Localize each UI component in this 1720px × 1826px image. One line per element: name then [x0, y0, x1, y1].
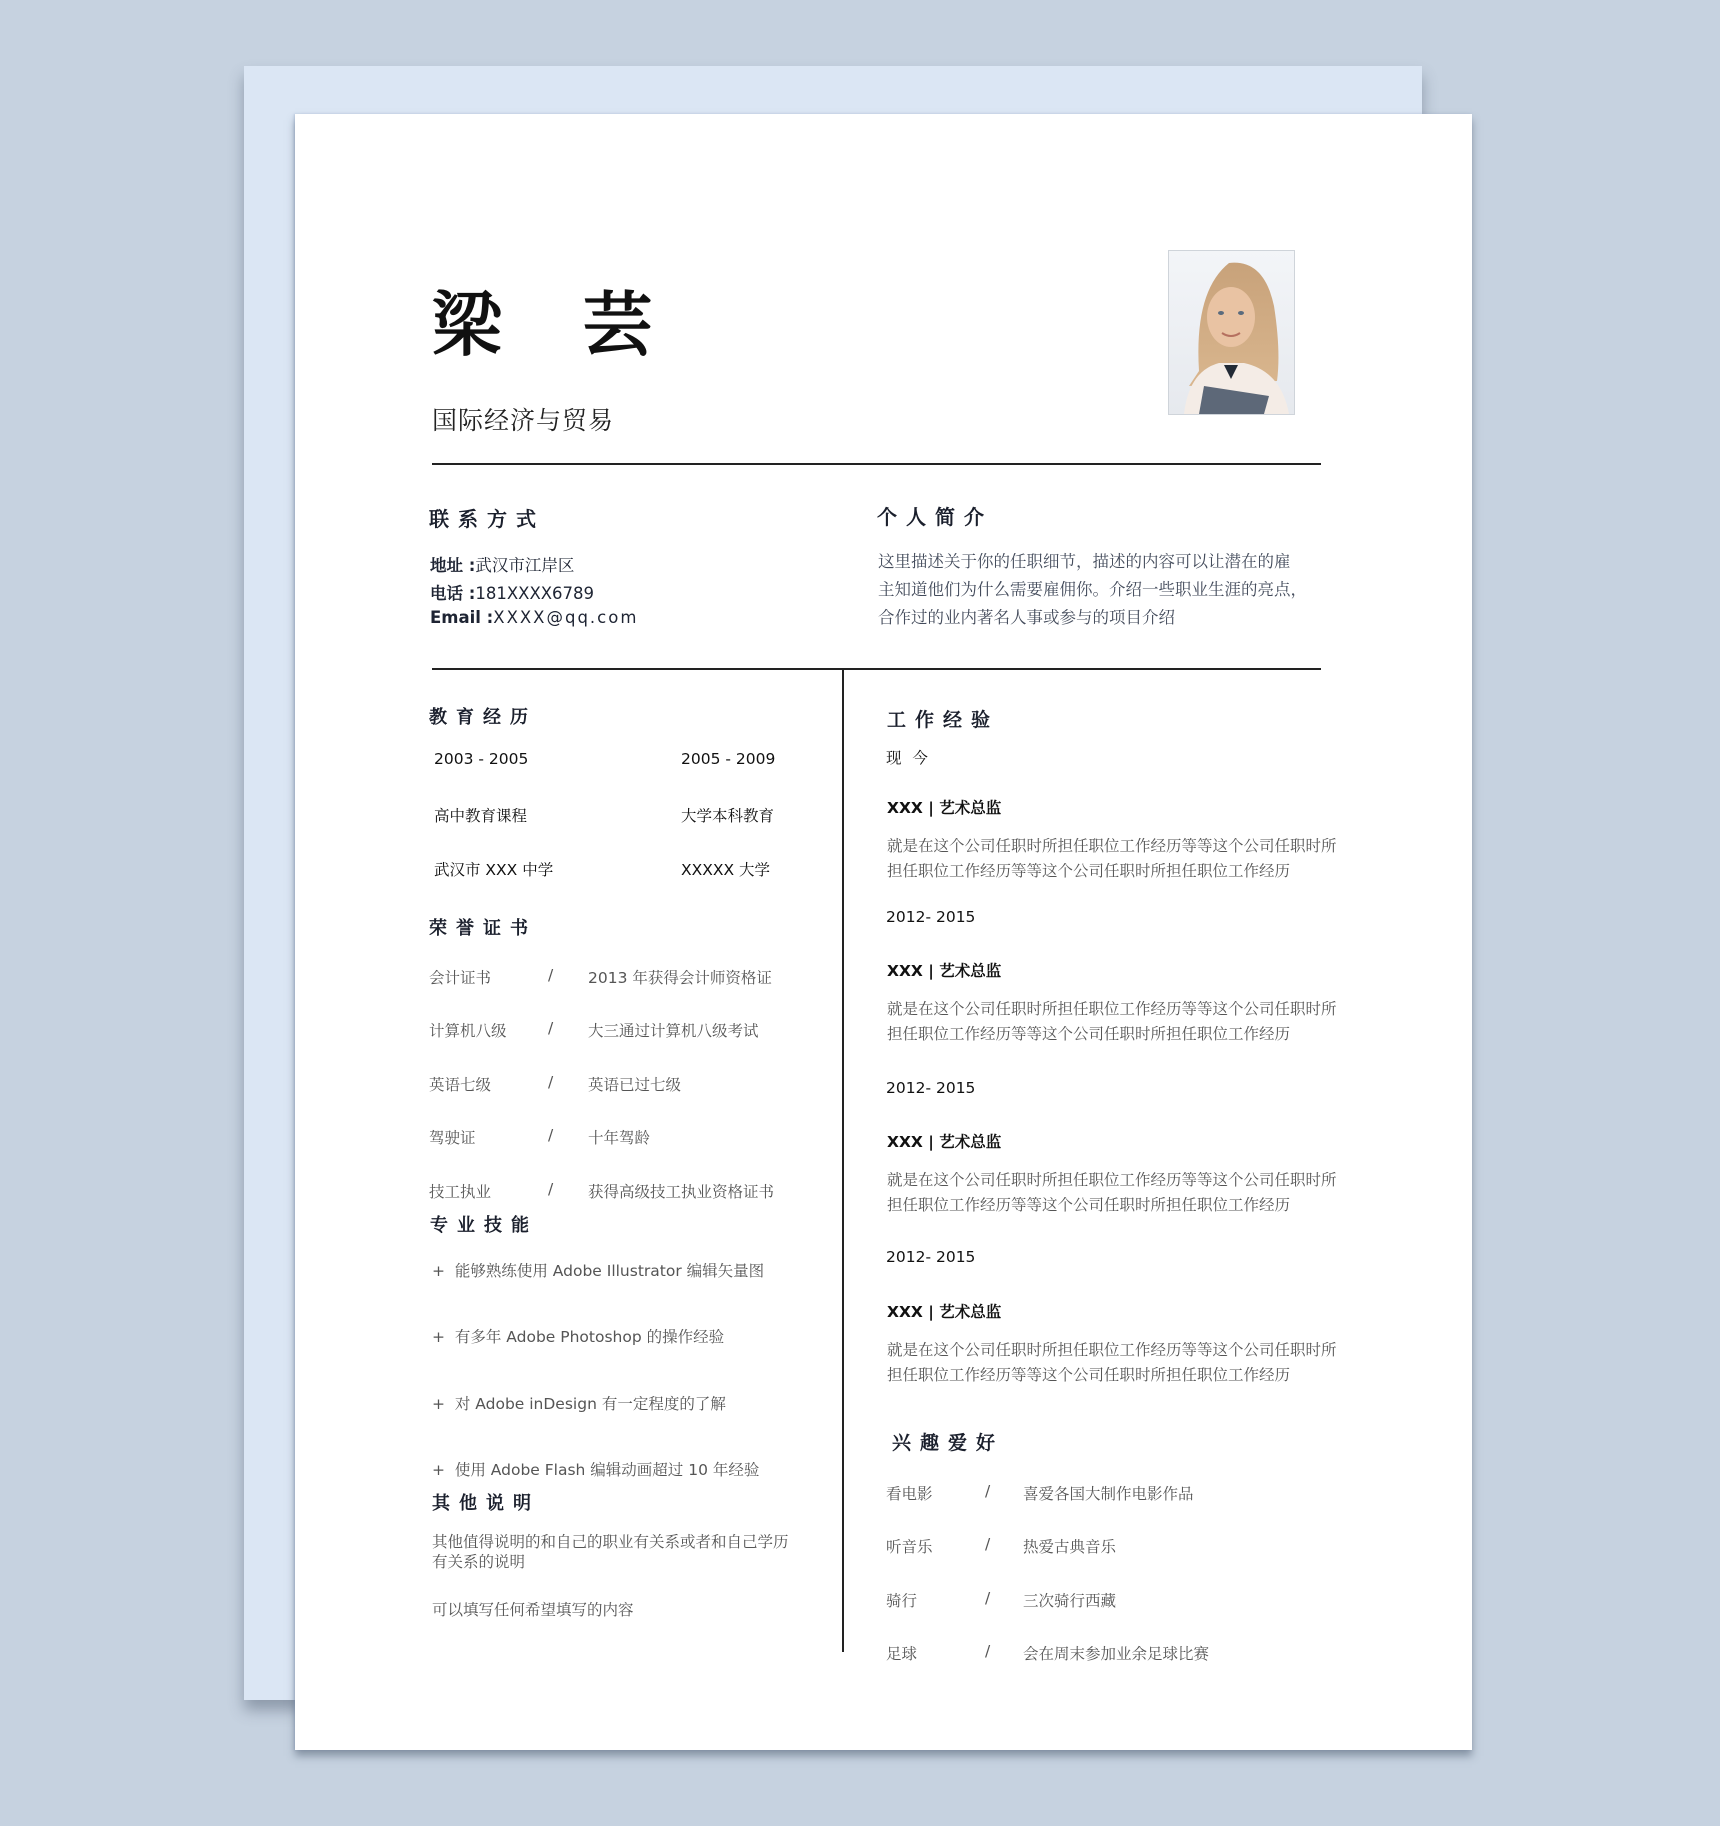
work-desc-line: 就是在这个公司任职时所担任职位工作经历等等这个公司任职时所: [887, 1341, 1337, 1359]
contact-address: [430, 552, 574, 576]
work-desc: [887, 997, 1347, 1047]
phone-value: 181XXXX6789: [475, 584, 595, 603]
hobbies-title: 兴趣爱好: [892, 1432, 1005, 1454]
honor-desc: 英语已过七级: [588, 1076, 682, 1094]
hobby-name: 骑行: [886, 1592, 918, 1610]
hobby-desc: 会在周末参加业余足球比赛: [1023, 1645, 1210, 1663]
skills-title: 专业技能: [430, 1215, 538, 1236]
other-title: 其他说明: [432, 1493, 540, 1514]
phone-label: 电话: [430, 584, 463, 603]
honor-name: 会计证书: [429, 969, 492, 987]
work-desc-line: 就是在这个公司任职时所担任职位工作经历等等这个公司任职时所: [887, 1171, 1337, 1189]
edu-program-2: 大学本科教育: [681, 807, 775, 825]
plus-icon: +: [432, 1328, 445, 1346]
skill-text: 使用 Adobe Flash 编辑动画超过 10 年经验: [454, 1461, 760, 1479]
address-label: 地址: [430, 556, 463, 575]
honor-desc: 获得高级技工执业资格证书: [588, 1183, 775, 1201]
honor-name: 技工执业: [429, 1183, 492, 1201]
hobby-name: 看电影: [886, 1485, 933, 1503]
hobby-desc: 热爱古典音乐: [1023, 1538, 1117, 1556]
work-period: 2012- 2015: [886, 908, 976, 926]
edu-program-1: 高中教育课程: [434, 807, 528, 825]
email-value: XXXX@qq.com: [493, 608, 639, 627]
hobby-desc: 喜爱各国大制作电影作品: [1023, 1485, 1194, 1503]
plus-icon: +: [432, 1461, 445, 1479]
plus-icon: +: [432, 1395, 445, 1413]
skill-item: [432, 1325, 724, 1347]
honors-title: 荣誉证书: [429, 918, 537, 939]
skill-item: [432, 1458, 759, 1480]
honor-separator: /: [548, 1180, 554, 1198]
plus-icon: +: [432, 1262, 445, 1280]
edu-school-2: XXXXX 大学: [681, 861, 771, 879]
hobby-separator: /: [985, 1589, 991, 1607]
work-period: 2012- 2015: [886, 1079, 976, 1097]
work-period: 2012- 2015: [886, 1248, 976, 1266]
work-role: XXX | 艺术总监: [887, 799, 1002, 817]
work-role: XXX | 艺术总监: [887, 962, 1002, 980]
hobby-separator: /: [985, 1482, 991, 1500]
work-period: 现 今: [886, 749, 931, 767]
profile-line: 这里描述关于你的任职细节，描述的内容可以让潜在的雇: [878, 552, 1291, 571]
hobby-separator: /: [985, 1535, 991, 1553]
honor-separator: /: [548, 966, 554, 984]
hobby-name: 听音乐: [886, 1538, 933, 1556]
profile-line: 主知道他们为什么需要雇佣你。介绍一些职业生涯的亮点，: [878, 580, 1307, 599]
work-title: 工作经验: [887, 709, 1000, 731]
honor-name: 英语七级: [429, 1076, 492, 1094]
candidate-major: 国际经济与贸易: [432, 406, 615, 435]
work-desc-line: 担任职位工作经历等等这个公司任职时所担任职位工作经历: [887, 1196, 1291, 1214]
honor-desc: 2013 年获得会计师资格证: [588, 969, 772, 987]
skill-text: 能够熟练使用 Adobe Illustrator 编辑矢量图: [454, 1262, 765, 1280]
work-role: XXX | 艺术总监: [887, 1133, 1002, 1151]
edu-period-2: 2005 - 2009: [681, 750, 776, 768]
profile-photo: [1168, 250, 1295, 415]
other-line: 其他值得说明的和自己的职业有关系或者和自己学历: [432, 1533, 789, 1551]
contact-email: [430, 608, 638, 627]
person-photo-icon: [1169, 251, 1294, 414]
work-role: XXX | 艺术总监: [887, 1303, 1002, 1321]
work-desc-line: 就是在这个公司任职时所担任职位工作经历等等这个公司任职时所: [887, 1000, 1337, 1018]
email-label: Email: [430, 608, 481, 627]
work-desc-line: 担任职位工作经历等等这个公司任职时所担任职位工作经历: [887, 862, 1291, 880]
skill-text: 对 Adobe inDesign 有一定程度的了解: [454, 1395, 726, 1413]
profile-title: 个人简介: [877, 505, 993, 529]
contact-title: 联系方式: [429, 507, 545, 531]
other-line: 有关系的说明: [432, 1553, 526, 1571]
honor-name: 计算机八级: [429, 1022, 507, 1040]
phone-sep: :: [463, 584, 476, 603]
edu-school-1: 武汉市 XXX 中学: [434, 861, 554, 879]
honor-name: 驾驶证: [429, 1129, 476, 1147]
hobby-desc: 三次骑行西藏: [1023, 1592, 1117, 1610]
edu-period-1: 2003 - 2005: [434, 750, 529, 768]
work-desc: [887, 1168, 1347, 1218]
education-title: 教育经历: [429, 707, 537, 728]
candidate-name: 梁 芸: [432, 284, 681, 366]
hobby-name: 足球: [886, 1645, 918, 1663]
skill-item: [432, 1392, 726, 1414]
honor-separator: /: [548, 1019, 554, 1037]
honor-separator: /: [548, 1073, 554, 1091]
work-desc: [887, 834, 1347, 884]
skill-item: [432, 1259, 764, 1281]
address-value: 武汉市江岸区: [475, 556, 575, 575]
header-divider: [432, 463, 1321, 465]
honor-desc: 大三通过计算机八级考试: [588, 1022, 759, 1040]
section-divider: [432, 668, 1321, 670]
resume-page: [295, 114, 1472, 1750]
work-desc-line: 担任职位工作经历等等这个公司任职时所担任职位工作经历: [887, 1025, 1291, 1043]
other-line: 可以填写任何希望填写的内容: [432, 1601, 634, 1619]
work-desc-line: 就是在这个公司任职时所担任职位工作经历等等这个公司任职时所: [887, 837, 1337, 855]
work-desc: [887, 1338, 1347, 1388]
skill-text: 有多年 Adobe Photoshop 的操作经验: [454, 1328, 725, 1346]
honor-desc: 十年驾龄: [588, 1129, 651, 1147]
contact-phone: [430, 580, 594, 604]
profile-text: [878, 548, 1318, 632]
work-desc-line: 担任职位工作经历等等这个公司任职时所担任职位工作经历: [887, 1366, 1291, 1384]
hobby-separator: /: [985, 1642, 991, 1660]
profile-line: 合作过的业内著名人事或参与的项目介绍: [878, 608, 1175, 627]
honor-separator: /: [548, 1126, 554, 1144]
column-divider: [842, 669, 844, 1652]
email-sep: :: [480, 608, 494, 627]
address-sep: :: [463, 556, 476, 575]
